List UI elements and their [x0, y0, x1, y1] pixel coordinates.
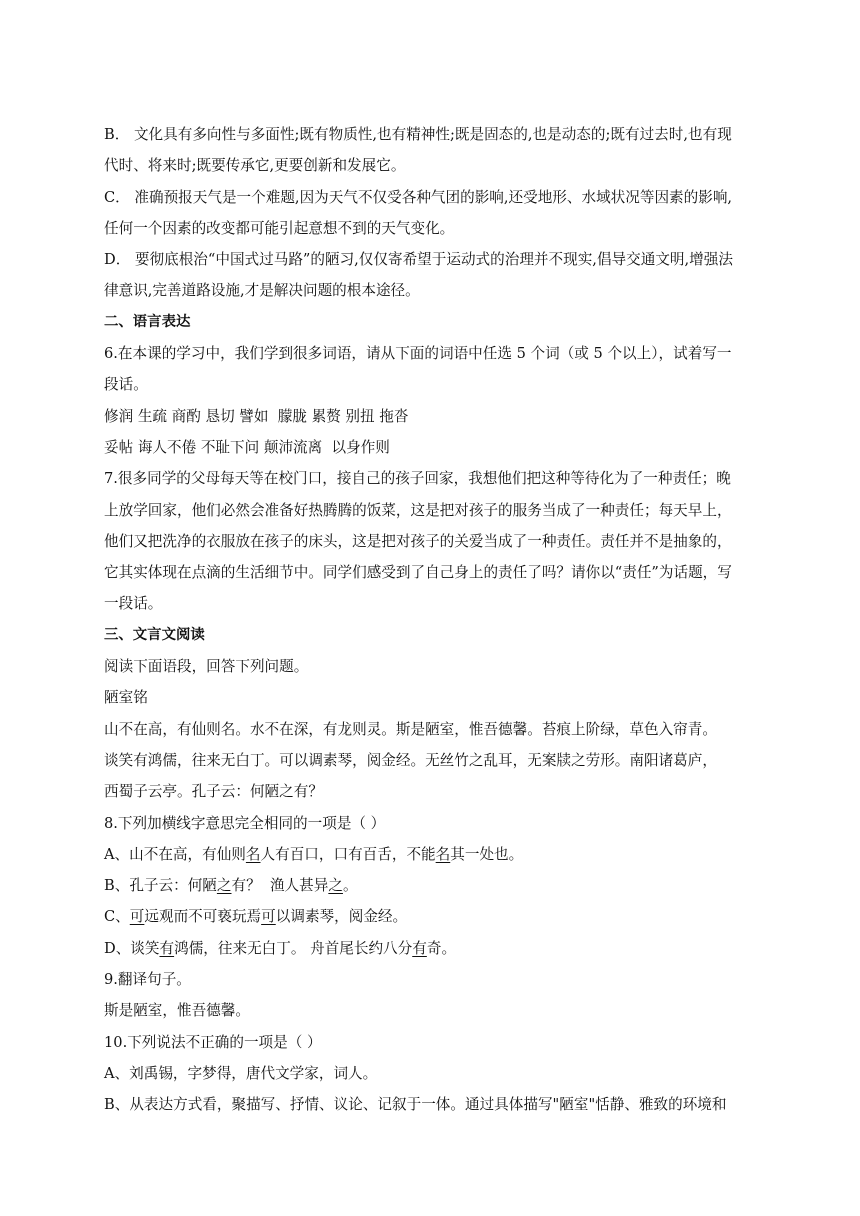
- question-10-option-b: B、从表达方式看，聚描写、抒情、议论、记叙于一体。通过具体描写"陋室"恬静、雅致的环境和: [104, 1096, 727, 1114]
- word-list-2: 妥帖 诲人不倦 不耻下问 颠沛流离 以身作则: [104, 438, 390, 456]
- underlined-char: 名: [245, 845, 261, 863]
- question-7-line-5: 一段话。: [104, 595, 163, 613]
- passage-line-3: 西蜀子云亭。孔子云：何陋之有？: [104, 783, 323, 801]
- question-9-sentence: 斯是陋室，惟吾德馨。: [104, 1002, 250, 1020]
- passage-line-1: 山不在高，有仙则名。水不在深，有龙则灵。斯是陋室，惟吾德馨。苔痕上阶绿，草色入帘青。: [104, 720, 717, 738]
- question-10-option-a: A、刘禹锡，字梦得，唐代文学家，词人。: [104, 1064, 378, 1082]
- underlined-char: 可: [261, 908, 276, 926]
- document-body: [104, 119, 759, 1121]
- option-b-line-2: 代时、将来时;既要传承它,更要创新和发展它。: [104, 157, 406, 175]
- question-8: 8.下列加横线字意思完全相同的一项是（ ）: [104, 814, 386, 832]
- question-6-line-2: 段话。: [104, 376, 148, 394]
- section-heading-classical-reading: 三、文言文阅读: [104, 626, 205, 643]
- option-d-line-2: 律意识,完善道路设施,才是解决问题的根本途径。: [104, 282, 420, 300]
- underlined-char: 之: [216, 877, 232, 895]
- underlined-char: 有: [159, 939, 175, 957]
- question-7-line-1: 7.很多同学的父母每天等在校门口，接自己的孩子回家，我想他们把这种等待化为了一种责任；晚: [104, 470, 731, 488]
- question-8-option-d: D、谈笑有鸿儒，往来无白丁。 舟首尾长约八分有奇。: [104, 939, 457, 957]
- option-c-line-2: 任何一个因素的改变都可能引起意想不到的天气变化。: [104, 219, 455, 237]
- word-list-1: 修润 生疏 商酌 恳切 譬如 朦胧 累赘 别扭 拖沓: [104, 407, 409, 425]
- question-8-option-b: B、孔子云：何陋之有？ 渔人甚异之。: [104, 877, 358, 895]
- underlined-char: 名: [435, 845, 451, 863]
- question-9: 9.翻译句子。: [104, 971, 191, 989]
- underlined-char: 之: [328, 877, 343, 895]
- question-7-line-3: 他们又把洗净的衣服放在孩子的床头，这是把对孩子的关爱当成了一种责任。责任并不是抽象的，: [104, 532, 732, 550]
- passage-title: 陋室铭: [104, 689, 148, 707]
- question-10: 10.下列说法不正确的一项是（ ）: [104, 1033, 322, 1051]
- passage-line-2: 谈笑有鸿儒，往来无白丁。可以调素琴，阅金经。无丝竹之乱耳，无案牍之劳形。南阳诸葛庐，: [104, 751, 717, 769]
- question-8-option-a: A、山不在高，有仙则名人有百口，口有百舌，不能名其一处也。: [104, 845, 524, 863]
- question-7-line-4: 它其实体现在点滴的生活细节中。同学们感受到了自己身上的责任了吗？请你以“责任”为话题，写: [104, 564, 732, 582]
- question-8-option-c: C、可远观而不可亵玩焉可以调素琴，阅金经。: [104, 908, 408, 926]
- option-c-line-1: C． 准确预报天气是一个难题,因为天气不仅受各种气团的影响,还受地形、水域状况等因素的影响,: [104, 188, 733, 206]
- question-6-line-1: 6.在本课的学习中，我们学到很多词语，请从下面的词语中任选 5 个词（或 5 个以上），试着写一: [104, 345, 732, 363]
- option-d-line-1: D． 要彻底根治“中国式过马路”的陋习,仅仅寄希望于运动式的治理并不现实,倡导交通文明,增强法: [104, 251, 733, 269]
- underlined-char: 可: [129, 908, 145, 926]
- underlined-char: 有: [412, 939, 427, 957]
- section-heading-language-expression: 二、语言表达: [104, 313, 191, 330]
- question-7-line-2: 上放学回家，他们必然会准备好热腾腾的饭菜，这是把对孩子的服务当成了一种责任；每天早上，: [104, 501, 732, 519]
- reading-instruction: 阅读下面语段，回答下列问题。: [104, 658, 309, 676]
- option-b-line-1: B． 文化具有多向性与多面性;既有物质性,也有精神性;既是固态的,也是动态的;既有过去时,也有现: [104, 126, 732, 143]
